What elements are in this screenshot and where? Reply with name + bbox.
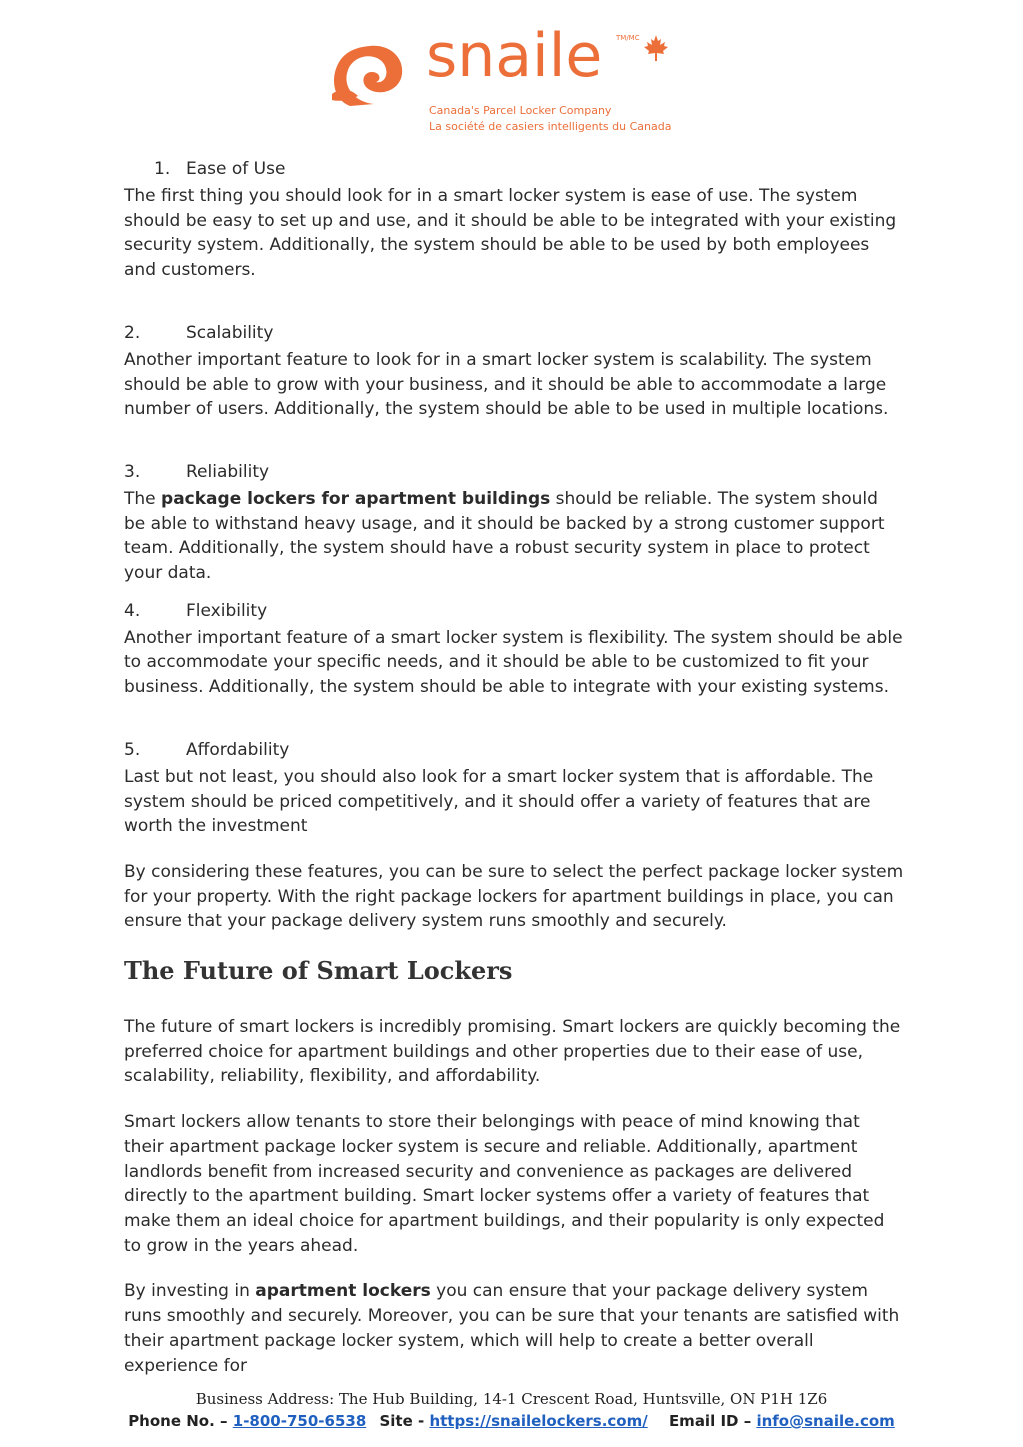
snail-swirl-icon — [330, 40, 410, 110]
email-separator: – — [738, 1412, 757, 1430]
item-heading — [124, 737, 904, 763]
email-label: Email ID — [668, 1412, 739, 1430]
phone-label: Phone No — [128, 1412, 210, 1430]
conclusion-paragraph: By considering these features, you can be sure to select the perfect package locker system for your property. With the right package lockers for apartment buildings in place, you can ensure that your package delivery system runs smoothly and securely. — [124, 861, 904, 932]
snaile-logo — [330, 21, 690, 140]
item-paragraph: The first thing you should look for in a smart locker system is ease of use. The system should be easy to set up and use, and it should be able to be integrated with your existing security system. Additionally, the system should be able to be used by both employees and customers. — [124, 186, 897, 281]
section-heading: The Future of Smart Lockers — [124, 956, 513, 986]
item-heading — [124, 156, 904, 182]
item-number: 2. — [124, 322, 141, 343]
document-body — [124, 156, 904, 1378]
item-heading — [124, 598, 904, 624]
future-paragraph-1: The future of smart lockers is incredibly promising. Smart lockers are quickly becoming the preferred choice for apartment buildings and other properties due to their ease of use, scalability, reliability, flexibility, and affordability. — [124, 1017, 901, 1087]
future-paragraph-2: Smart lockers allow tenants to store their belongings with peace of mind knowing that their apartment package locker system is secure and reliable. Additionally, apartment landlords benefit from increased security and convenience as packages are delivered directly to the apartment building. Smart locker systems offer a variety of features that make them an ideal choice for apartment buildings, and their popularity is only expected to grow in the years ahead. — [124, 1112, 885, 1256]
logo-trademark: TM/MC — [616, 34, 640, 42]
logo-tagline-fr: La société de casiers intelligents du Canada — [429, 120, 672, 133]
item-heading — [124, 459, 904, 485]
site-label: Site — [379, 1412, 413, 1430]
business-address: Business Address: The Hub Building, 14-1 Crescent Road, Huntsville, ON P1H 1Z6 — [195, 1390, 828, 1408]
text-run: should be reliable. The system should be able to withstand heavy usage, and it should be backed by a strong customer support team. Additionally, the system should have a robust security system in place to protect your data. — [124, 488, 885, 584]
email-link[interactable]: info@snaile.com — [756, 1412, 895, 1430]
logo-tagline-en: Canada's Parcel Locker Company — [429, 104, 612, 117]
item-paragraph — [124, 487, 904, 586]
item-paragraph: Another important feature of a smart locker system is flexibility. The system should be able to accommodate your specific needs, and it should be able to be customized to fit your business. Additionally, the system should be able to integrate with your existing systems. — [124, 627, 903, 698]
item-number: 5. — [124, 739, 141, 760]
maple-leaf-icon — [643, 34, 669, 62]
item-paragraph: Last but not least, you should also look for a smart locker system that is affordable. The system should be priced competitively, and it should offer a variety of features that are worth the investment — [124, 766, 874, 837]
text-run: By investing in — [124, 1281, 256, 1302]
item-title: Ease of Use — [186, 159, 286, 179]
bold-keyword: package lockers for apartment buildings — [161, 488, 551, 509]
item-number: 3. — [124, 461, 141, 482]
item-number: 1. — [154, 159, 171, 179]
item-title: Affordability — [186, 739, 290, 760]
contact-line — [0, 1409, 1023, 1433]
phone-separator: . – — [209, 1412, 233, 1430]
item-paragraph: Another important feature to look for in a smart locker system is scalability. The system should be able to grow with your business, and it should be able to accommodate a large number of users. Additionally, the system should be able to be used in multiple locations. — [124, 349, 889, 420]
item-title: Scalability — [186, 322, 274, 343]
item-number: 4. — [124, 600, 141, 621]
site-separator: - — [412, 1412, 430, 1430]
bold-keyword: apartment lockers — [255, 1281, 431, 1302]
item-title: Reliability — [186, 461, 270, 482]
phone-link[interactable]: 1-800-750-6538 — [232, 1412, 367, 1430]
logo-wordmark: snaile — [426, 21, 603, 91]
text-run: you can ensure that your package delivery system runs smoothly and securely. Moreover, you can be sure that your tenants are satisfied with their apartment package locker system, which will help to create a better overall experience for — [124, 1281, 900, 1376]
site-link[interactable]: https://snailelockers.com/ — [429, 1412, 648, 1430]
text-run: The — [124, 488, 162, 509]
future-paragraph-3 — [124, 1279, 904, 1378]
item-heading — [124, 320, 904, 346]
item-title: Flexibility — [186, 600, 268, 621]
page-footer — [0, 1389, 1023, 1433]
